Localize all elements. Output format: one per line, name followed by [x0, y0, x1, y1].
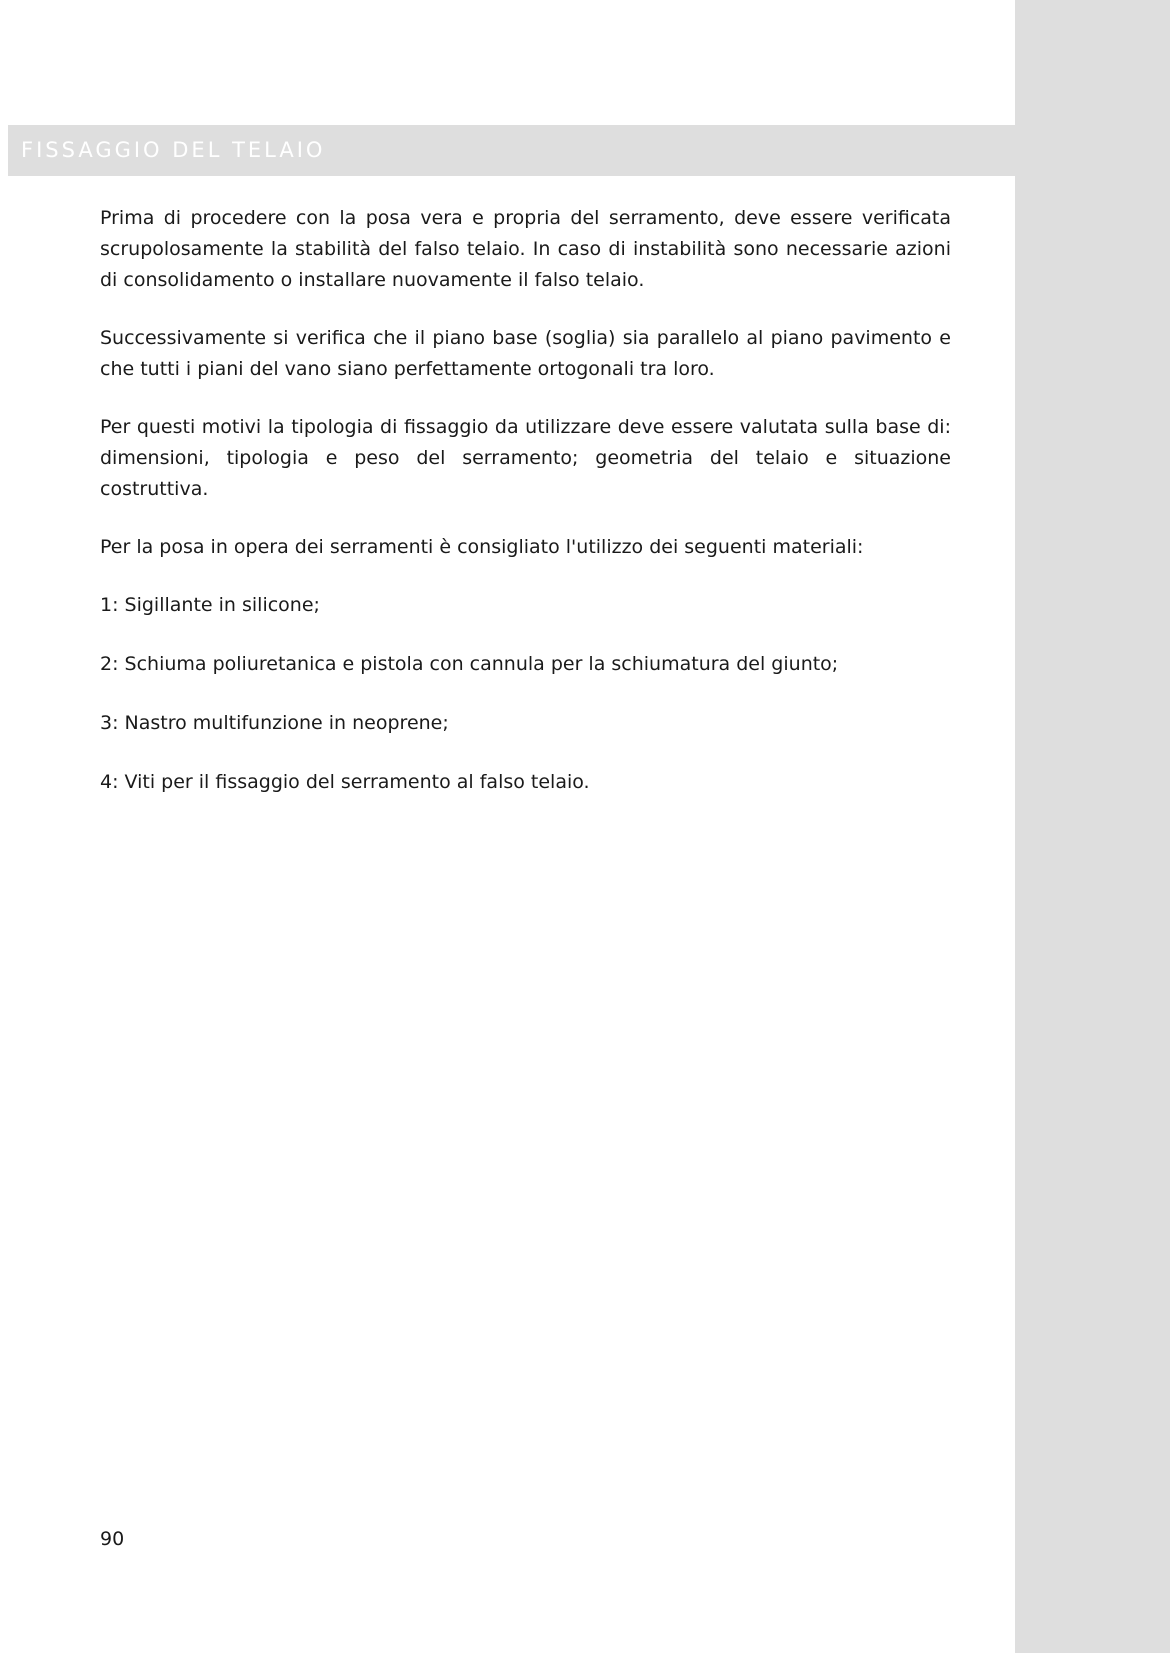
page-number: 90: [100, 1528, 125, 1550]
material-item-tape: 3: Nastro multifunzione in neoprene;: [100, 712, 449, 734]
paragraph-fixing-criteria: Per questi motivi la tipologia di fissaggio da utilizzare deve essere valutata sulla base di: dimensioni, tipologia e peso del serramento; geometria del telaio e situazione costruttiva.: [100, 416, 951, 500]
paragraph-base-plane-check: Successivamente si verifica che il piano base (soglia) sia parallelo al piano pavimento e che tutti i piani del vano siano perfettamente ortogonali tra loro.: [100, 327, 951, 380]
side-margin-band: [1015, 0, 1170, 1653]
paragraph-frame-stability: Prima di procedere con la posa vera e propria del serramento, deve essere verificata scrupolosamente la stabilità del falso telaio. In caso di instabilità sono necessarie azioni di consolidamento o installare nuovamente il falso telaio.: [100, 207, 951, 291]
material-item-silicone: 1: Sigillante in silicone;: [100, 594, 320, 616]
section-header-band: [8, 125, 1015, 176]
material-item-screws: 4: Viti per il fissaggio del serramento al falso telaio.: [100, 771, 590, 793]
paragraph-materials-intro: Per la posa in opera dei serramenti è consigliato l'utilizzo dei seguenti materiali:: [100, 536, 864, 558]
section-title: FISSAGGIO DEL TELAIO: [21, 138, 326, 162]
material-item-foam: 2: Schiuma poliuretanica e pistola con cannula per la schiumatura del giunto;: [100, 653, 839, 675]
body-text: [100, 203, 951, 826]
